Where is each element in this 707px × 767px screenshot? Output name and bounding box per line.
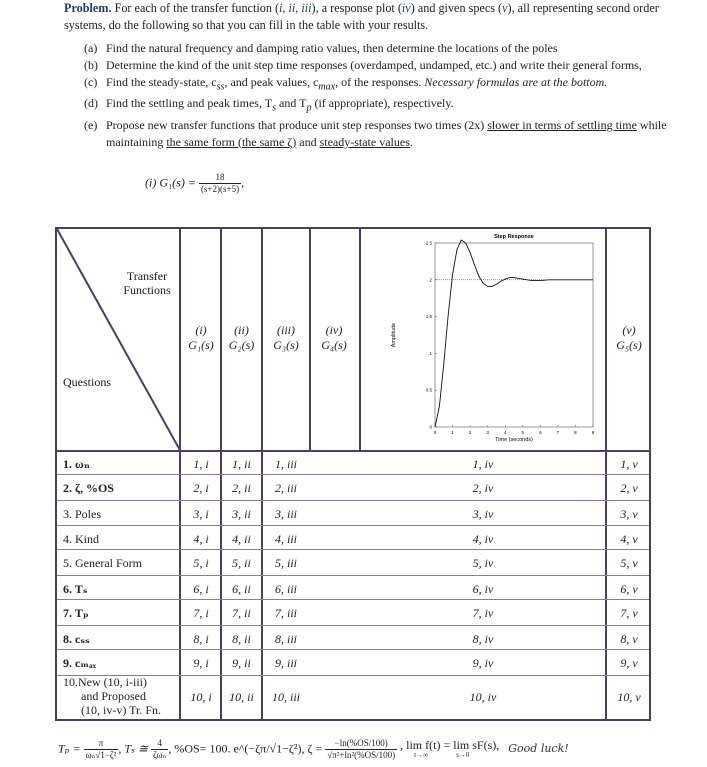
header-transfer-functions: Transfer Functions	[123, 269, 171, 297]
good-luck: Good luck!	[508, 742, 569, 756]
limit-sub: t→∞ s→0	[414, 750, 470, 759]
row10-line: (10, iv-v) Tr. Fn.	[81, 703, 162, 717]
task-text: .	[409, 134, 413, 149]
chart-ytick-label: 1.5	[425, 314, 432, 320]
table-cell-i: 5, i	[193, 556, 209, 570]
row10-cell-iii: 10, iii	[271, 690, 300, 704]
chart-xtick-label: 3	[486, 430, 489, 435]
table-cell-v: 3, v	[620, 507, 638, 521]
col-header-top: (v)	[622, 323, 636, 337]
task-text: , of the responses.	[335, 75, 425, 89]
table-cell-iii: 8, iii	[274, 632, 297, 646]
table-cell-v: 4, v	[620, 532, 638, 546]
col-header-bottom: G₁(s)	[188, 338, 214, 352]
table-cell-iii: 6, iii	[274, 582, 297, 596]
table-cell-i: 2, i	[193, 481, 209, 495]
chart-title: Step Response	[494, 234, 534, 240]
table-cell-ii: 7, ii	[232, 606, 251, 620]
col-header-top: (i)	[195, 323, 207, 337]
task-text: and	[296, 134, 320, 149]
table-cell-iv: 3, iv	[472, 507, 494, 521]
chart-ytick-label: 1	[429, 350, 432, 356]
row10-cell-iv: 10, iv	[469, 690, 497, 704]
row-divider	[57, 500, 649, 501]
table-cell-i: 7, i	[193, 606, 209, 620]
task-item	[84, 117, 684, 151]
col-header-v	[607, 323, 651, 353]
task-underline: the same form (the same ζ)	[166, 134, 297, 149]
task-underline: slower in terms of settling time	[487, 117, 637, 132]
table-cell-iv: 4, iv	[472, 532, 494, 546]
g1-label: (i) G₁(s) =	[145, 175, 196, 190]
table-cell-iii: 9, iii	[274, 656, 297, 670]
table-cell-i: 3, i	[193, 507, 209, 521]
chart-ytick-label: 0.5	[425, 387, 432, 393]
table-cell-iii: 1, iii	[274, 457, 297, 471]
ts-label: , Tₛ ≅	[118, 741, 149, 756]
task-item	[84, 74, 684, 95]
problem-statement	[64, 0, 694, 33]
zeta-fraction	[325, 738, 397, 761]
col-divider	[359, 229, 361, 452]
chart-xtick-label: 0	[433, 430, 437, 435]
intro-text: For each of the transfer function (	[114, 1, 280, 15]
row-divider	[57, 599, 649, 600]
g1-numerator: 18	[199, 172, 241, 184]
g1-denominator: (s+2)(s+5)	[200, 184, 240, 194]
col-header-bottom: G₄(s)	[321, 338, 347, 352]
row-divider	[57, 649, 649, 650]
chart-xtick-label: 6	[539, 430, 542, 435]
table-cell-iii: 2, iii	[274, 481, 297, 495]
chart-ytick-label: 0	[429, 424, 432, 430]
task-text: (if appropriate), respectively.	[311, 96, 454, 111]
task-label: (b)	[84, 58, 98, 72]
task-label: (c)	[84, 75, 98, 89]
col-header-top: (iv)	[325, 323, 343, 337]
col-header-iv	[310, 323, 358, 353]
task-sub: max	[318, 81, 336, 93]
table-cell-ii: 5, ii	[232, 556, 251, 570]
col-header-bottom: G₅(s)	[616, 338, 642, 352]
row-divider	[57, 525, 649, 526]
table-cell-v: 1, v	[620, 457, 638, 471]
task-sub: ss	[216, 81, 225, 93]
limit-formula: , lim f(t) = lim sF(s),	[400, 737, 500, 752]
chart-ytick-label: 2.5	[425, 240, 432, 246]
header-divider	[57, 450, 649, 452]
row-question: 9. cₘₐₓ	[63, 656, 97, 670]
chart-ytick-label: 2	[429, 277, 432, 283]
row-divider	[57, 549, 649, 550]
os-formula: , %OS= 100. e^(−ζπ/√1−ζ²), ζ =	[168, 741, 323, 756]
table-cell-v: 8, v	[620, 632, 638, 646]
tp-fraction	[84, 738, 119, 761]
col-header-bottom: G₃(s)	[273, 338, 299, 352]
table-cell-v: 6, v	[620, 582, 638, 596]
results-table	[55, 227, 651, 721]
task-item	[84, 95, 684, 116]
chart-xtick-label: 2	[468, 430, 472, 435]
table-cell-iii: 4, iii	[274, 532, 297, 546]
chart-xtick-label: 1	[451, 430, 454, 435]
table-cell-v: 9, v	[620, 656, 638, 670]
table-cell-iv: 8, iv	[472, 632, 494, 646]
g1-fraction	[199, 172, 241, 195]
table-cell-i: 9, i	[193, 656, 209, 670]
chart-xlabel: Time (seconds)	[495, 437, 533, 443]
table-cell-ii: 8, ii	[232, 632, 251, 646]
ref-text: i, ii, iii	[279, 1, 312, 15]
row-question: 1. ωₙ	[63, 457, 90, 471]
ts-fraction	[151, 738, 168, 761]
row-question: 8. cₛₛ	[63, 632, 90, 646]
table-cell-v: 5, v	[620, 556, 638, 570]
table-cell-iii: 3, iii	[274, 507, 297, 521]
table-cell-ii: 6, ii	[232, 582, 251, 596]
zeta-den: √π²+ln²(%OS/100)	[327, 750, 396, 760]
ts-den: ζωₙ	[153, 750, 167, 760]
row10-cell-ii: 10, ii	[229, 690, 254, 704]
row-question: 5. General Form	[63, 556, 142, 570]
task-underline: steady-state values	[319, 134, 410, 149]
task-text: Propose new transfer functions that produce unit step responses two times (2x)	[106, 117, 488, 132]
table-cell-v: 7, v	[620, 606, 638, 620]
table-cell-i: 1, i	[193, 457, 209, 471]
chart-xtick-label: 7	[556, 430, 560, 435]
row-question: 4. Kind	[63, 532, 99, 546]
task-text: Determine the kind of the unit step time responses (overdamped, undamped, etc.) and write their general forms,	[106, 58, 642, 72]
problem-label: Problem.	[64, 1, 112, 15]
col-header-ii	[221, 323, 262, 353]
zeta-num: −ln(%OS/100)	[325, 738, 397, 750]
row-divider	[57, 625, 649, 626]
chart-xtick-label: 8	[574, 430, 577, 435]
task-item	[84, 40, 684, 57]
tp-label: Tₚ =	[58, 741, 81, 756]
row10-line: and Proposed	[81, 689, 146, 703]
chart-xtick-label: 5	[521, 430, 525, 435]
task-text: and T	[276, 96, 307, 111]
table-cell-iv: 1, iv	[472, 457, 494, 471]
table-cell-ii: 2, ii	[232, 481, 251, 495]
table-cell-iv: 5, iv	[472, 556, 494, 570]
table-cell-ii: 3, ii	[232, 507, 251, 521]
task-text: while maintaining	[106, 117, 667, 149]
col-header-top: (ii)	[234, 323, 249, 337]
task-label: (a)	[84, 41, 98, 55]
formula-line	[58, 738, 569, 761]
table-cell-iv: 2, iv	[472, 481, 494, 495]
chart-ylabel: Amplitude	[391, 322, 397, 348]
row10-line: 10.New (10, i-iii)	[63, 675, 147, 689]
table-cell-i: 4, i	[193, 532, 209, 546]
table-cell-ii: 1, ii	[232, 457, 251, 471]
chart-xtick-label: 4	[503, 430, 507, 435]
limit-block	[400, 737, 500, 760]
chart-xtick-label: 9	[591, 430, 595, 435]
table-cell-iii: 5, iii	[274, 556, 297, 570]
table-cell-iii: 7, iii	[274, 606, 297, 620]
intro-text: ), a response plot (	[311, 1, 402, 15]
task-text: Find the settling and peak times, T	[106, 96, 273, 111]
task-item	[84, 57, 684, 74]
table-cell-iv: 6, iv	[472, 582, 494, 596]
intro-text: ) and given specs (	[410, 1, 503, 15]
table-cell-v: 2, v	[620, 481, 638, 495]
table-cell-i: 8, i	[193, 632, 209, 646]
ref-text: iv	[401, 1, 411, 15]
row-divider	[57, 474, 649, 475]
task-text: Find the steady-state, c	[106, 75, 217, 89]
task-list	[84, 40, 684, 151]
tp-num: π	[84, 738, 119, 750]
col-header-bottom: G₂(s)	[228, 338, 255, 352]
tp-den: ωₙ√1−ζ²	[85, 750, 117, 760]
task-label: (d)	[84, 96, 98, 111]
task-note: Necessary formulas are at the bottom.	[424, 75, 608, 89]
row-question: 7. Tₚ	[63, 606, 89, 620]
row-divider	[57, 575, 649, 576]
table-cell-iv: 7, iv	[472, 606, 494, 620]
g1-suffix: ,	[241, 175, 245, 190]
intro-text: ), all representing second order systems, do the following so that you can fill in the table with your results.	[64, 1, 659, 32]
ref-text: v	[502, 1, 508, 15]
g1-transfer-function	[145, 172, 244, 195]
table-cell-iv: 9, iv	[472, 656, 494, 670]
task-text: Find the natural frequency and damping ratio values, then determine the locations of the poles	[106, 41, 558, 55]
row-question: 3. Poles	[63, 507, 102, 521]
header-diagonal	[57, 229, 181, 452]
step-response-chart	[361, 229, 607, 452]
table-cell-ii: 9, ii	[232, 656, 251, 670]
task-label: (e)	[84, 117, 98, 132]
col-header-i	[181, 323, 221, 353]
row10-cell-i: 10, i	[190, 690, 212, 704]
table-cell-ii: 4, ii	[232, 532, 251, 546]
col-header-iii	[262, 323, 310, 353]
row-question: 2. ζ, %OS	[63, 481, 114, 495]
table-cell-i: 6, i	[193, 582, 209, 596]
col-divider	[309, 229, 311, 452]
task-sub: s	[272, 102, 276, 114]
row10-cell-v: 10, v	[617, 690, 641, 704]
task-text: , and peak values, c	[224, 75, 319, 89]
task-sub: p	[306, 102, 312, 114]
header-questions: Questions	[63, 375, 111, 389]
col-header-top: (iii)	[277, 323, 295, 337]
chart-plot-area	[435, 243, 593, 427]
row10-question	[63, 675, 161, 717]
row-question: 6. Tₛ	[63, 582, 88, 596]
ts-num: 4	[151, 738, 168, 750]
